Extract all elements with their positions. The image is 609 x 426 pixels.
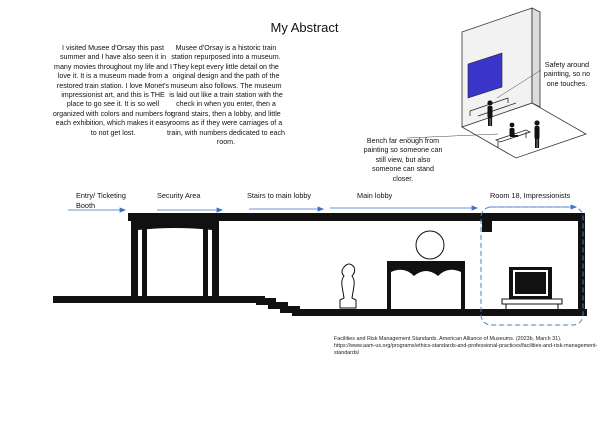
room-bench-icon [502, 299, 562, 309]
roof-slab [128, 213, 585, 221]
column-3 [142, 229, 147, 299]
statue-icon [340, 264, 356, 308]
section-label-stairs: Stairs to main lobby [247, 191, 312, 200]
entry-floor [53, 296, 265, 303]
exhibit-screen-center [515, 272, 546, 294]
section-label-entry: Entry/ Ticketing Booth [76, 191, 126, 210]
room-side-wall [532, 8, 540, 107]
lobby-frame-top [387, 261, 465, 266]
end-wall [578, 213, 585, 316]
lobby-floor [292, 309, 587, 316]
page-title: My Abstract [270, 20, 339, 35]
section-label-lobby: Main lobby [357, 191, 393, 200]
lobby-frame-right [461, 261, 465, 309]
lobby-frame-left [387, 261, 391, 309]
lobby-arches [391, 266, 461, 276]
column-4 [203, 229, 208, 299]
museum-description-paragraph: Musee d'Orsay is a historic train station repurposed into a museum. They kept every little detail on the original design and the path of the museum also follows. The museum is laid out like a train station with the check in when you enter, then a grand stairs, then a lobby, and little rooms as if they were carriages of a train, with numbers dedicated to each room. [167, 44, 285, 147]
lobby-clock-icon [416, 231, 444, 259]
citation: Facilities and Risk Management Standards. American Alliance of Museums. (2023b, March 31). https://www.aam-us.org/programs/ethics-standards-and-professional-practices/facilities-and-risk-management-standards/ [334, 336, 598, 357]
column-1 [131, 221, 138, 299]
room-18-highlight [481, 207, 583, 325]
partition-wall [482, 220, 492, 232]
safety-note: Safety around painting, so no one touches. [543, 61, 591, 88]
arch-beam [138, 221, 212, 230]
section-label-room: Room 18, Impressionists [490, 191, 571, 200]
column-2 [212, 221, 219, 299]
bench-note: Bench far enough from painting so someone can still view, but also someone can stand closer. [363, 137, 443, 183]
section-label-security: Security Area [157, 191, 201, 200]
personal-abstract-paragraph: I visited Musee d'Orsay this past summer and I have also seen it in many movies throughout my life and I love it. It is a museum made from a restored train station. I love Monet's impressionist art, and this is THE place to go see it. It is so well organized with colors and numbers for each exhibition, which makes it easy to not get lost. [52, 44, 174, 137]
